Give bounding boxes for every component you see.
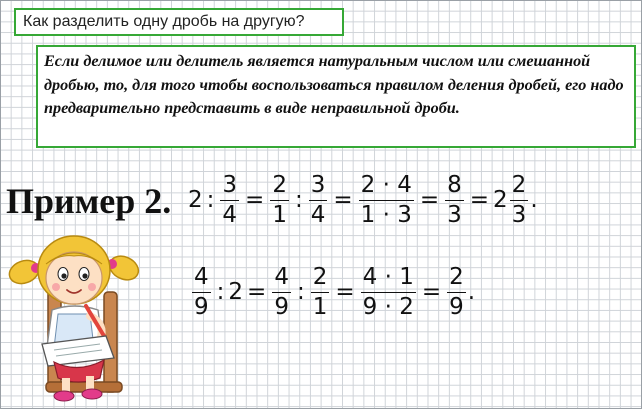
denominator: 3 [447,201,462,228]
numerator: 3 [222,171,238,198]
mixed-whole-part: 2 [493,187,508,213]
rule-text-box [36,45,636,148]
question-title: Как разделить одну дробь на другую? [14,8,344,36]
numerator: 4 [194,263,209,290]
denominator: 4 [310,201,326,228]
fraction [220,171,239,230]
fraction [272,263,291,322]
numerator: 4 · 1 [362,263,414,290]
denominator: 4 [222,201,238,228]
divide-sign: : [294,187,303,213]
divide-sign: : [296,279,305,305]
denominator: 1 [312,293,328,320]
equals-sign: = [333,187,353,213]
denominator: 9 [274,293,289,320]
equals-sign: = [245,187,265,213]
rule-text: Если делимое или делитель является натуральным числом или смешанной дробью, то, для того чтобы воспользоваться правилом деления дробей, его надо предварительно представить в виде неправильной дроби. [44,52,624,117]
girl-writing-illustration [8,232,148,404]
fraction [270,171,289,230]
whole-number: 2 [188,187,203,213]
equals-sign: = [247,279,267,305]
fraction [445,171,464,230]
numerator: 3 [310,171,326,198]
whole-number: 2 [228,279,244,305]
numerator: 4 [274,263,289,290]
fraction [309,171,328,230]
denominator: 1 [272,201,287,228]
fraction [359,171,414,230]
denominator: 1 · 3 [360,201,412,228]
fraction [447,263,466,322]
equals-sign: = [469,187,490,213]
fraction [192,263,211,322]
example-label: Пример 2. [6,181,172,221]
denominator: 9 · 2 [362,293,414,320]
period: . [530,187,538,213]
divide-sign: : [216,279,225,305]
denominator: 9 [449,293,464,320]
fraction [361,263,416,322]
numerator: 2 [312,263,328,290]
fraction [510,171,529,230]
numerator: 2 · 4 [360,171,412,198]
equals-sign: = [421,279,442,305]
numerator: 2 [272,171,287,198]
numerator: 8 [447,171,462,198]
equals-sign: = [335,279,355,305]
girl-illustration-icon [8,232,148,404]
denominator: 9 [194,293,209,320]
numerator: 2 [449,263,464,290]
period: . [467,279,476,305]
equals-sign: = [419,187,440,213]
fraction [311,263,330,322]
divide-sign: : [206,187,215,213]
equation-1 [188,169,538,231]
equation-2 [190,261,475,323]
numerator: 2 [511,171,527,198]
denominator: 3 [511,201,527,228]
